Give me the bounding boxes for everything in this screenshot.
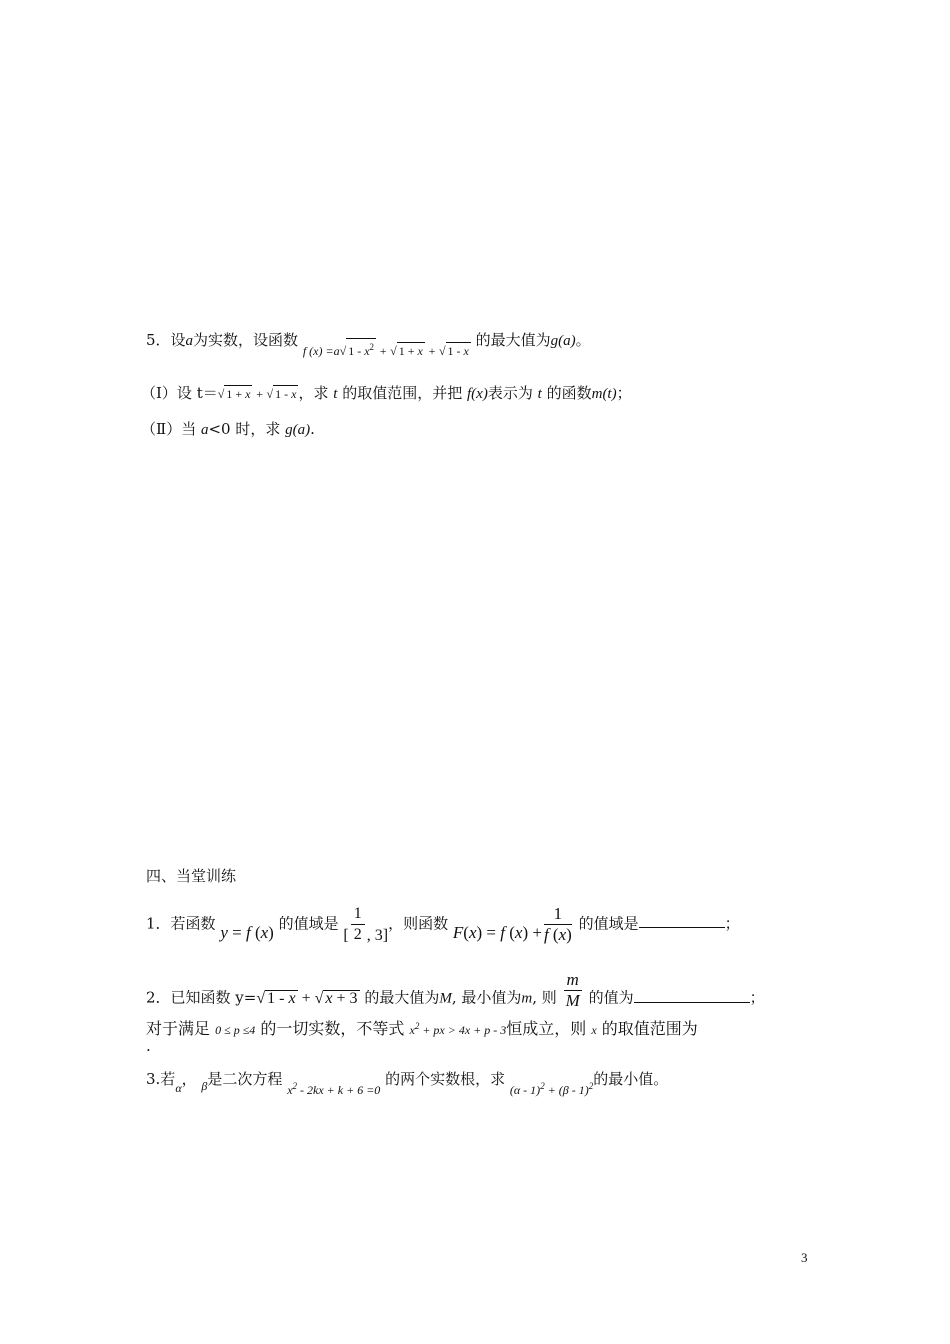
ex3-beta: β [201,1079,208,1093]
ex2-formula: √ 1 - x + √ x + 3 [256,989,358,1007]
q5-part2-label: （Ⅱ）当 [141,420,197,438]
q5-part2 [141,419,315,440]
ex3-text: 是二次方程 [207,1070,283,1088]
ex2-text: 的最大值为 [364,988,440,1007]
ex3-text: 的两个实数根，求 [385,1070,506,1088]
ex2-text: , 最小值为 [451,988,522,1007]
ex2-m: m [521,990,533,1007]
q5-mt: m(t) [591,386,617,402]
ex3-text: 的最小值。 [593,1070,669,1088]
q5-text: 的最大值为 [475,331,551,349]
ex2-M: M [439,990,452,1007]
section-heading: 四、当堂训练 [146,867,237,885]
q5-part1 [141,383,632,404]
ex3-text: ， [181,1070,197,1088]
ex-text: 恒成立，则 [506,1019,587,1038]
ex1-answer-blank[interactable] [639,913,725,928]
q5-formula-fx: f (x) =a√ 1 - x2 + √ 1 + x + √ 1 - x [303,344,471,358]
ex-inequality: $x^2$ + px > 4x + p - 3 [409,1021,507,1037]
q5-text: 的函数 [546,384,592,402]
q5-var-a: a [185,333,194,349]
q5-text: ； [616,384,632,402]
ex1-text: ； [724,914,740,933]
page-number: 3 [801,1250,808,1265]
q5-text: <0 时，求 [208,420,281,438]
q5-part1-formula: √ 1 + x + √ 1 - x [217,387,297,401]
q5-text: 5．设 [146,331,186,349]
q5-text: 。 [575,331,591,349]
ex3-expression: (α - 1)2 + (β - 1)2 [509,1081,594,1097]
ex2-text: 的值为 [588,988,634,1007]
ex2-text: ； [749,988,765,1007]
q5-var-t: t [333,386,338,402]
q5-ga: g(a) [285,422,311,438]
ex-text: 的一切实数，不等式 [260,1019,405,1038]
q5-fx: f(x) [467,386,488,402]
ex3-text: 3.若 [146,1070,176,1088]
ex3-alpha: α [175,1081,182,1095]
ex1-text: 的值域是 [578,914,639,933]
ex2-text: 2．已知函数 y= [146,988,257,1007]
q5-line1 [146,328,591,358]
exercise-extra-dot: . [146,1037,151,1055]
ex2-answer-blank[interactable] [634,988,750,1003]
ex3-equation: x2 - 2kx + k + 6 =0 [287,1081,381,1097]
q5-text: ，求 [298,384,329,402]
q5-var-t: t [537,386,542,402]
ex1-text: ，则函数 [388,914,449,933]
ex1-F: F(x) = f (x) + $\frac{1}{f (x)}$ [452,904,572,944]
q5-text: 为实数，设函数 [193,331,299,349]
ex2-ratio: $\frac{m}{M}$ [564,970,582,1011]
exercise-1 [146,904,740,945]
exercise-extra [146,1016,698,1040]
ex1-text: 1．若函数 [146,914,216,933]
ex1-range: [ $\frac{1}{2}$ , 3] [343,905,389,945]
ex2-text: , 则 [532,988,557,1007]
ex1-text: 的值域是 [278,914,339,933]
ex-var-x: x [591,1023,597,1037]
q5-text: . [310,420,315,438]
exercise-2 [146,970,765,1019]
ex-condition: 0 ≤ p ≤4 [215,1023,256,1037]
q5-part1-label: （Ⅰ）设 t＝ [141,384,218,402]
q5-ga: g(a) [550,333,576,349]
ex-text: 对于满足 [146,1019,211,1038]
exercise-3 [146,1066,669,1097]
q5-text: 表示为 [487,384,533,402]
q5-var-a: a [200,422,209,438]
q5-text: 的取值范围，并把 [342,384,463,402]
ex1-y: y = f (x) [220,923,274,943]
ex-text: 的取值范围为 [601,1019,698,1038]
